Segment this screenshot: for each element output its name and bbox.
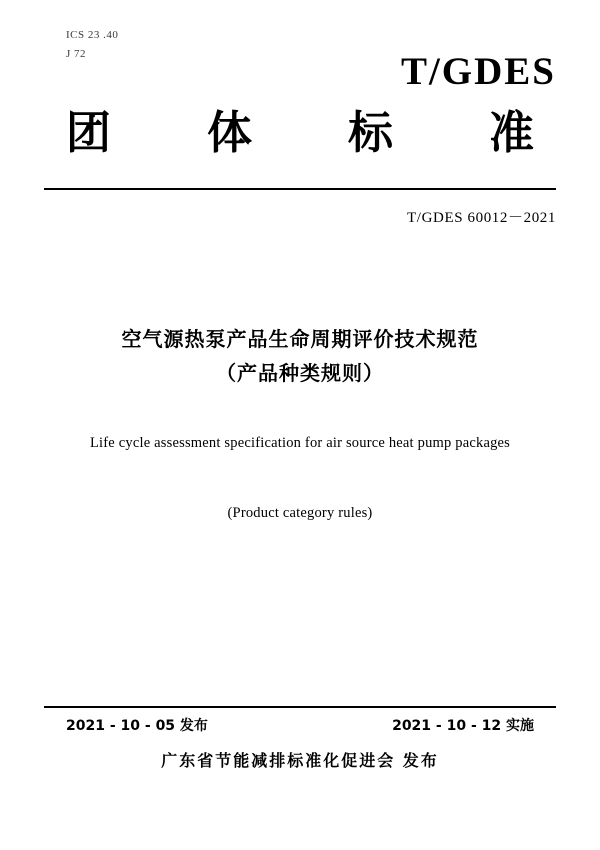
title-en-line-1: Life cycle assessment specification for air source heat pump packages <box>89 435 511 451</box>
title-cn-line-2: （产品种类规则） <box>216 361 384 385</box>
effective-date: 2021 - 10 - 12 实施 <box>392 718 534 734</box>
banner-char-3: 标 <box>347 106 393 159</box>
date-row <box>66 715 534 735</box>
divider-top <box>44 188 556 190</box>
group-standard-banner <box>66 106 534 159</box>
divider-bottom <box>44 706 556 708</box>
ccs-code: J 72 <box>66 48 87 60</box>
banner-char-1: 团 <box>66 106 112 159</box>
title-en-line-2: (Product category rules) <box>227 505 373 521</box>
title-block <box>44 322 556 530</box>
issue-date: 2021 - 10 - 05 发布 <box>66 718 208 734</box>
standard-mark: T/GDES <box>400 50 556 93</box>
banner-char-4: 准 <box>488 106 534 159</box>
ics-code: ICS 23 .40 <box>66 29 119 41</box>
publisher: 广东省节能减排标准化促进会 发布 <box>161 751 439 770</box>
classification-codes <box>66 26 118 64</box>
standard-number: T/GDES 60012－2021 <box>407 210 556 226</box>
banner-char-2: 体 <box>206 106 252 159</box>
title-cn-line-1: 空气源热泵产品生命周期评价技术规范 <box>121 327 479 351</box>
